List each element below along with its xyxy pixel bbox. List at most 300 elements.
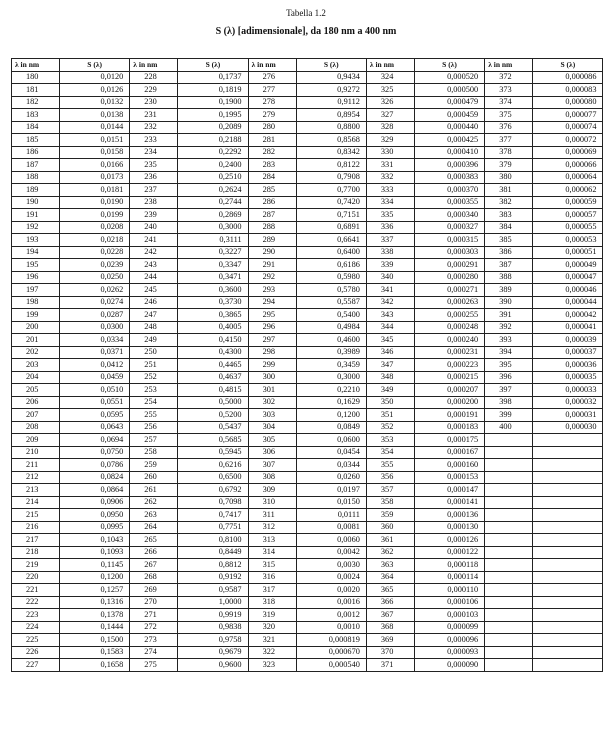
s-value-cell: 0,000066 <box>533 159 603 172</box>
s-value-cell: 0,000074 <box>533 121 603 134</box>
s-value-cell: 0,3227 <box>178 246 248 259</box>
s-value-cell: 0,9758 <box>178 634 248 647</box>
wavelength-cell: 186 <box>12 146 60 159</box>
s-value-cell: 0,5980 <box>296 271 366 284</box>
s-value-cell: 0,0864 <box>60 484 130 497</box>
s-value-cell: 0,0166 <box>60 159 130 172</box>
s-value-cell: 0,000540 <box>296 659 366 672</box>
s-value-cell: 0,1658 <box>60 659 130 672</box>
s-value-cell: 0,7700 <box>296 184 366 197</box>
table-row <box>12 234 603 247</box>
wavelength-cell: 308 <box>248 471 296 484</box>
s-value-cell: 0,000072 <box>533 134 603 147</box>
empty-cell <box>485 434 533 447</box>
s-value-cell: 0,6186 <box>296 259 366 272</box>
s-value-cell: 0,0020 <box>296 584 366 597</box>
empty-cell <box>533 471 603 484</box>
s-value-cell: 0,0132 <box>60 96 130 109</box>
wavelength-cell: 236 <box>130 171 178 184</box>
wavelength-cell: 298 <box>248 346 296 359</box>
wavelength-cell: 318 <box>248 596 296 609</box>
table-row <box>12 634 603 647</box>
s-value-cell: 0,0595 <box>60 409 130 422</box>
wavelength-cell: 309 <box>248 484 296 497</box>
wavelength-cell: 297 <box>248 334 296 347</box>
wavelength-cell: 380 <box>485 171 533 184</box>
header-wavelength: λ in nm <box>12 59 60 72</box>
wavelength-cell: 331 <box>366 159 414 172</box>
table-row <box>12 534 603 547</box>
s-value-cell: 0,0250 <box>60 271 130 284</box>
wavelength-cell: 344 <box>366 321 414 334</box>
wavelength-cell: 304 <box>248 421 296 434</box>
s-value-cell: 0,000200 <box>414 396 484 409</box>
wavelength-cell: 229 <box>130 84 178 97</box>
s-value-cell: 0,0150 <box>296 496 366 509</box>
table-row <box>12 209 603 222</box>
s-value-cell: 0,1995 <box>178 109 248 122</box>
wavelength-cell: 306 <box>248 446 296 459</box>
s-value-cell: 0,5685 <box>178 434 248 447</box>
table-row <box>12 109 603 122</box>
wavelength-cell: 303 <box>248 409 296 422</box>
wavelength-cell: 242 <box>130 246 178 259</box>
wavelength-cell: 211 <box>12 459 60 472</box>
wavelength-cell: 321 <box>248 634 296 647</box>
s-value-cell: 0,000053 <box>533 234 603 247</box>
s-value-cell: 0,000077 <box>533 109 603 122</box>
wavelength-cell: 217 <box>12 534 60 547</box>
s-value-cell: 0,3600 <box>178 284 248 297</box>
wavelength-cell: 241 <box>130 234 178 247</box>
s-value-cell: 0,0111 <box>296 509 366 522</box>
s-value-cell: 0,3347 <box>178 259 248 272</box>
wavelength-cell: 319 <box>248 609 296 622</box>
wavelength-cell: 202 <box>12 346 60 359</box>
wavelength-cell: 243 <box>130 259 178 272</box>
wavelength-cell: 285 <box>248 184 296 197</box>
s-value-cell: 0,000096 <box>414 634 484 647</box>
wavelength-cell: 362 <box>366 546 414 559</box>
s-value-cell: 0,9272 <box>296 84 366 97</box>
wavelength-cell: 283 <box>248 159 296 172</box>
s-value-cell: 0,000255 <box>414 309 484 322</box>
empty-cell <box>485 521 533 534</box>
wavelength-cell: 259 <box>130 459 178 472</box>
wavelength-cell: 394 <box>485 346 533 359</box>
s-value-cell: 0,2089 <box>178 121 248 134</box>
s-value-cell: 0,5945 <box>178 446 248 459</box>
wavelength-cell: 295 <box>248 309 296 322</box>
wavelength-cell: 279 <box>248 109 296 122</box>
table-label: Tabella 1.2 <box>286 8 326 18</box>
empty-cell <box>533 546 603 559</box>
empty-cell <box>533 509 603 522</box>
s-value-cell: 0,6400 <box>296 246 366 259</box>
wavelength-cell: 354 <box>366 446 414 459</box>
wavelength-cell: 320 <box>248 621 296 634</box>
s-value-cell: 0,6216 <box>178 459 248 472</box>
s-value-cell: 0,0824 <box>60 471 130 484</box>
s-value-cell: 0,000042 <box>533 309 603 322</box>
header-s-value: S (λ) <box>178 59 248 72</box>
s-value-cell: 0,000315 <box>414 234 484 247</box>
wavelength-cell: 349 <box>366 384 414 397</box>
empty-cell <box>533 646 603 659</box>
table-row <box>12 521 603 534</box>
s-value-cell: 0,000240 <box>414 334 484 347</box>
wavelength-cell: 340 <box>366 271 414 284</box>
s-value-cell: 0,000093 <box>414 646 484 659</box>
wavelength-cell: 312 <box>248 521 296 534</box>
wavelength-cell: 393 <box>485 334 533 347</box>
s-value-cell: 0,000136 <box>414 509 484 522</box>
wavelength-cell: 371 <box>366 659 414 672</box>
wavelength-cell: 284 <box>248 171 296 184</box>
wavelength-cell: 336 <box>366 221 414 234</box>
wavelength-cell: 398 <box>485 396 533 409</box>
s-value-cell: 0,000670 <box>296 646 366 659</box>
wavelength-cell: 323 <box>248 659 296 672</box>
s-value-cell: 0,9679 <box>178 646 248 659</box>
wavelength-cell: 397 <box>485 384 533 397</box>
wavelength-cell: 302 <box>248 396 296 409</box>
wavelength-cell: 246 <box>130 296 178 309</box>
wavelength-cell: 257 <box>130 434 178 447</box>
wavelength-cell: 355 <box>366 459 414 472</box>
s-value-cell: 0,000080 <box>533 96 603 109</box>
empty-cell <box>485 534 533 547</box>
s-value-cell: 0,1583 <box>60 646 130 659</box>
wavelength-cell: 270 <box>130 596 178 609</box>
wavelength-cell: 233 <box>130 134 178 147</box>
s-value-cell: 0,3459 <box>296 359 366 372</box>
header-wavelength: λ in nm <box>248 59 296 72</box>
s-value-cell: 0,3865 <box>178 309 248 322</box>
wavelength-cell: 301 <box>248 384 296 397</box>
s-value-cell: 0,000033 <box>533 384 603 397</box>
wavelength-cell: 290 <box>248 246 296 259</box>
wavelength-cell: 330 <box>366 146 414 159</box>
wavelength-cell: 325 <box>366 84 414 97</box>
wavelength-cell: 299 <box>248 359 296 372</box>
wavelength-cell: 389 <box>485 284 533 297</box>
wavelength-cell: 314 <box>248 546 296 559</box>
wavelength-cell: 222 <box>12 596 60 609</box>
s-value-cell: 0,2624 <box>178 184 248 197</box>
s-value-cell: 0,0454 <box>296 446 366 459</box>
s-value-cell: 0,6500 <box>178 471 248 484</box>
s-value-cell: 0,000215 <box>414 371 484 384</box>
s-value-cell: 0,1900 <box>178 96 248 109</box>
wavelength-cell: 281 <box>248 134 296 147</box>
s-value-cell: 0,000036 <box>533 359 603 372</box>
s-value-cell: 0,000459 <box>414 109 484 122</box>
s-value-cell: 0,9919 <box>178 609 248 622</box>
header-wavelength: λ in nm <box>366 59 414 72</box>
s-value-cell: 0,5400 <box>296 309 366 322</box>
wavelength-cell: 332 <box>366 171 414 184</box>
wavelength-cell: 282 <box>248 146 296 159</box>
wavelength-cell: 234 <box>130 146 178 159</box>
wavelength-cell: 343 <box>366 309 414 322</box>
s-value-cell: 0,0158 <box>60 146 130 159</box>
wavelength-cell: 399 <box>485 409 533 422</box>
table-row <box>12 359 603 372</box>
table-row <box>12 71 603 84</box>
wavelength-cell: 221 <box>12 584 60 597</box>
table-row <box>12 246 603 259</box>
header-s-value: S (λ) <box>414 59 484 72</box>
s-value-cell: 0,000355 <box>414 196 484 209</box>
wavelength-cell: 213 <box>12 484 60 497</box>
s-value-cell: 0,0274 <box>60 296 130 309</box>
wavelength-cell: 192 <box>12 221 60 234</box>
wavelength-cell: 395 <box>485 359 533 372</box>
wavelength-cell: 268 <box>130 571 178 584</box>
wavelength-cell: 210 <box>12 446 60 459</box>
empty-cell <box>485 634 533 647</box>
wavelength-cell: 291 <box>248 259 296 272</box>
wavelength-cell: 329 <box>366 134 414 147</box>
wavelength-cell: 188 <box>12 171 60 184</box>
table-row <box>12 409 603 422</box>
s-value-cell: 0,1819 <box>178 84 248 97</box>
empty-cell <box>485 659 533 672</box>
s-value-cell: 0,5000 <box>178 396 248 409</box>
wavelength-cell: 256 <box>130 421 178 434</box>
s-value-cell: 0,000207 <box>414 384 484 397</box>
s-value-cell: 0,0208 <box>60 221 130 234</box>
s-value-cell: 0,1257 <box>60 584 130 597</box>
wavelength-cell: 372 <box>485 71 533 84</box>
wavelength-cell: 387 <box>485 259 533 272</box>
wavelength-cell: 368 <box>366 621 414 634</box>
wavelength-cell: 201 <box>12 334 60 347</box>
table-row <box>12 621 603 634</box>
s-value-cell: 0,000410 <box>414 146 484 159</box>
wavelength-cell: 310 <box>248 496 296 509</box>
wavelength-cell: 351 <box>366 409 414 422</box>
wavelength-cell: 333 <box>366 184 414 197</box>
wavelength-cell: 223 <box>12 609 60 622</box>
table-row <box>12 159 603 172</box>
wavelength-cell: 326 <box>366 96 414 109</box>
s-value-cell: 0,000044 <box>533 296 603 309</box>
wavelength-cell: 208 <box>12 421 60 434</box>
table-row <box>12 471 603 484</box>
wavelength-cell: 239 <box>130 209 178 222</box>
wavelength-cell: 196 <box>12 271 60 284</box>
s-value-cell: 0,9112 <box>296 96 366 109</box>
wavelength-cell: 364 <box>366 571 414 584</box>
empty-cell <box>533 621 603 634</box>
s-value-cell: 0,000041 <box>533 321 603 334</box>
wavelength-cell: 193 <box>12 234 60 247</box>
s-value-cell: 0,000103 <box>414 609 484 622</box>
s-value-cell: 0,9838 <box>178 621 248 634</box>
table-row <box>12 459 603 472</box>
s-value-cell: 0,000167 <box>414 446 484 459</box>
s-value-cell: 0,2869 <box>178 209 248 222</box>
wavelength-cell: 191 <box>12 209 60 222</box>
wavelength-cell: 204 <box>12 371 60 384</box>
s-value-cell: 0,6891 <box>296 221 366 234</box>
s-value-cell: 0,7098 <box>178 496 248 509</box>
s-value-cell: 0,0060 <box>296 534 366 547</box>
s-value-cell: 0,5587 <box>296 296 366 309</box>
s-value-cell: 0,2400 <box>178 159 248 172</box>
s-value-cell: 0,000819 <box>296 634 366 647</box>
wavelength-cell: 261 <box>130 484 178 497</box>
s-value-cell: 0,000396 <box>414 159 484 172</box>
table-row <box>12 134 603 147</box>
table-row <box>12 334 603 347</box>
wavelength-cell: 272 <box>130 621 178 634</box>
table-row <box>12 321 603 334</box>
table-row <box>12 84 603 97</box>
table-row <box>12 396 603 409</box>
wavelength-cell: 363 <box>366 559 414 572</box>
wavelength-cell: 181 <box>12 84 60 97</box>
s-value-cell: 0,000263 <box>414 296 484 309</box>
wavelength-cell: 370 <box>366 646 414 659</box>
s-value-cell: 0,000147 <box>414 484 484 497</box>
s-value-cell: 0,000059 <box>533 196 603 209</box>
s-value-cell: 0,0510 <box>60 384 130 397</box>
s-value-cell: 0,3111 <box>178 234 248 247</box>
empty-cell <box>485 609 533 622</box>
s-value-cell: 0,0218 <box>60 234 130 247</box>
s-value-cell: 0,0138 <box>60 109 130 122</box>
wavelength-cell: 216 <box>12 521 60 534</box>
wavelength-cell: 292 <box>248 271 296 284</box>
wavelength-cell: 386 <box>485 246 533 259</box>
table-row <box>12 596 603 609</box>
wavelength-cell: 305 <box>248 434 296 447</box>
wavelength-cell: 374 <box>485 96 533 109</box>
empty-cell <box>485 571 533 584</box>
s-value-cell: 0,0081 <box>296 521 366 534</box>
s-value-cell: 0,9587 <box>178 584 248 597</box>
s-value-cell: 0,4300 <box>178 346 248 359</box>
s-value-cell: 0,8568 <box>296 134 366 147</box>
wavelength-cell: 255 <box>130 409 178 422</box>
table-row <box>12 559 603 572</box>
s-value-cell: 0,9192 <box>178 571 248 584</box>
s-value-cell: 0,0371 <box>60 346 130 359</box>
table-row <box>12 296 603 309</box>
wavelength-cell: 215 <box>12 509 60 522</box>
s-value-cell: 1,0000 <box>178 596 248 609</box>
wavelength-cell: 341 <box>366 284 414 297</box>
empty-cell <box>533 534 603 547</box>
wavelength-cell: 251 <box>130 359 178 372</box>
s-value-cell: 0,0042 <box>296 546 366 559</box>
wavelength-cell: 209 <box>12 434 60 447</box>
s-value-cell: 0,000083 <box>533 84 603 97</box>
s-value-cell: 0,0750 <box>60 446 130 459</box>
s-value-cell: 0,000035 <box>533 371 603 384</box>
wavelength-cell: 277 <box>248 84 296 97</box>
wavelength-cell: 400 <box>485 421 533 434</box>
empty-cell <box>533 484 603 497</box>
table-row <box>12 434 603 447</box>
wavelength-cell: 345 <box>366 334 414 347</box>
s-value-cell: 0,0144 <box>60 121 130 134</box>
s-value-cell: 0,2188 <box>178 134 248 147</box>
wavelength-cell: 185 <box>12 134 60 147</box>
wavelength-cell: 315 <box>248 559 296 572</box>
s-value-cell: 0,000047 <box>533 271 603 284</box>
wavelength-cell: 334 <box>366 196 414 209</box>
s-value-cell: 0,0287 <box>60 309 130 322</box>
table-row <box>12 221 603 234</box>
s-value-cell: 0,8954 <box>296 109 366 122</box>
wavelength-cell: 219 <box>12 559 60 572</box>
s-value-cell: 0,000175 <box>414 434 484 447</box>
wavelength-cell: 294 <box>248 296 296 309</box>
s-value-cell: 0,8122 <box>296 159 366 172</box>
wavelength-cell: 356 <box>366 471 414 484</box>
wavelength-cell: 316 <box>248 571 296 584</box>
wavelength-cell: 254 <box>130 396 178 409</box>
s-value-cell: 0,1629 <box>296 396 366 409</box>
s-value-cell: 0,000062 <box>533 184 603 197</box>
s-value-cell: 0,4150 <box>178 334 248 347</box>
wavelength-cell: 218 <box>12 546 60 559</box>
wavelength-cell: 224 <box>12 621 60 634</box>
wavelength-cell: 199 <box>12 309 60 322</box>
wavelength-cell: 347 <box>366 359 414 372</box>
s-value-cell: 0,6792 <box>178 484 248 497</box>
s-value-cell: 0,7417 <box>178 509 248 522</box>
wavelength-cell: 360 <box>366 521 414 534</box>
empty-cell <box>533 446 603 459</box>
wavelength-cell: 269 <box>130 584 178 597</box>
table-title: S (λ) [adimensionale], da 180 nm a 400 nm <box>215 26 397 37</box>
wavelength-cell: 252 <box>130 371 178 384</box>
s-value-cell: 0,8449 <box>178 546 248 559</box>
wavelength-cell: 198 <box>12 296 60 309</box>
wavelength-cell: 203 <box>12 359 60 372</box>
s-value-cell: 0,1316 <box>60 596 130 609</box>
s-value-cell: 0,0643 <box>60 421 130 434</box>
wavelength-cell: 367 <box>366 609 414 622</box>
s-value-cell: 0,0344 <box>296 459 366 472</box>
s-value-cell: 0,3000 <box>296 371 366 384</box>
wavelength-cell: 248 <box>130 321 178 334</box>
s-value-cell: 0,0126 <box>60 84 130 97</box>
s-value-cell: 0,000057 <box>533 209 603 222</box>
s-value-cell: 0,2510 <box>178 171 248 184</box>
s-value-cell: 0,000223 <box>414 359 484 372</box>
table-row <box>12 346 603 359</box>
s-value-cell: 0,7751 <box>178 521 248 534</box>
s-value-cell: 0,000500 <box>414 84 484 97</box>
s-value-cell: 0,0012 <box>296 609 366 622</box>
s-value-cell: 0,000280 <box>414 271 484 284</box>
s-value-cell: 0,5780 <box>296 284 366 297</box>
table-row <box>12 571 603 584</box>
wavelength-cell: 288 <box>248 221 296 234</box>
s-value-cell: 0,2292 <box>178 146 248 159</box>
wavelength-cell: 240 <box>130 221 178 234</box>
s-value-cell: 0,000160 <box>414 459 484 472</box>
wavelength-cell: 180 <box>12 71 60 84</box>
s-value-cell: 0,1043 <box>60 534 130 547</box>
empty-cell <box>533 559 603 572</box>
